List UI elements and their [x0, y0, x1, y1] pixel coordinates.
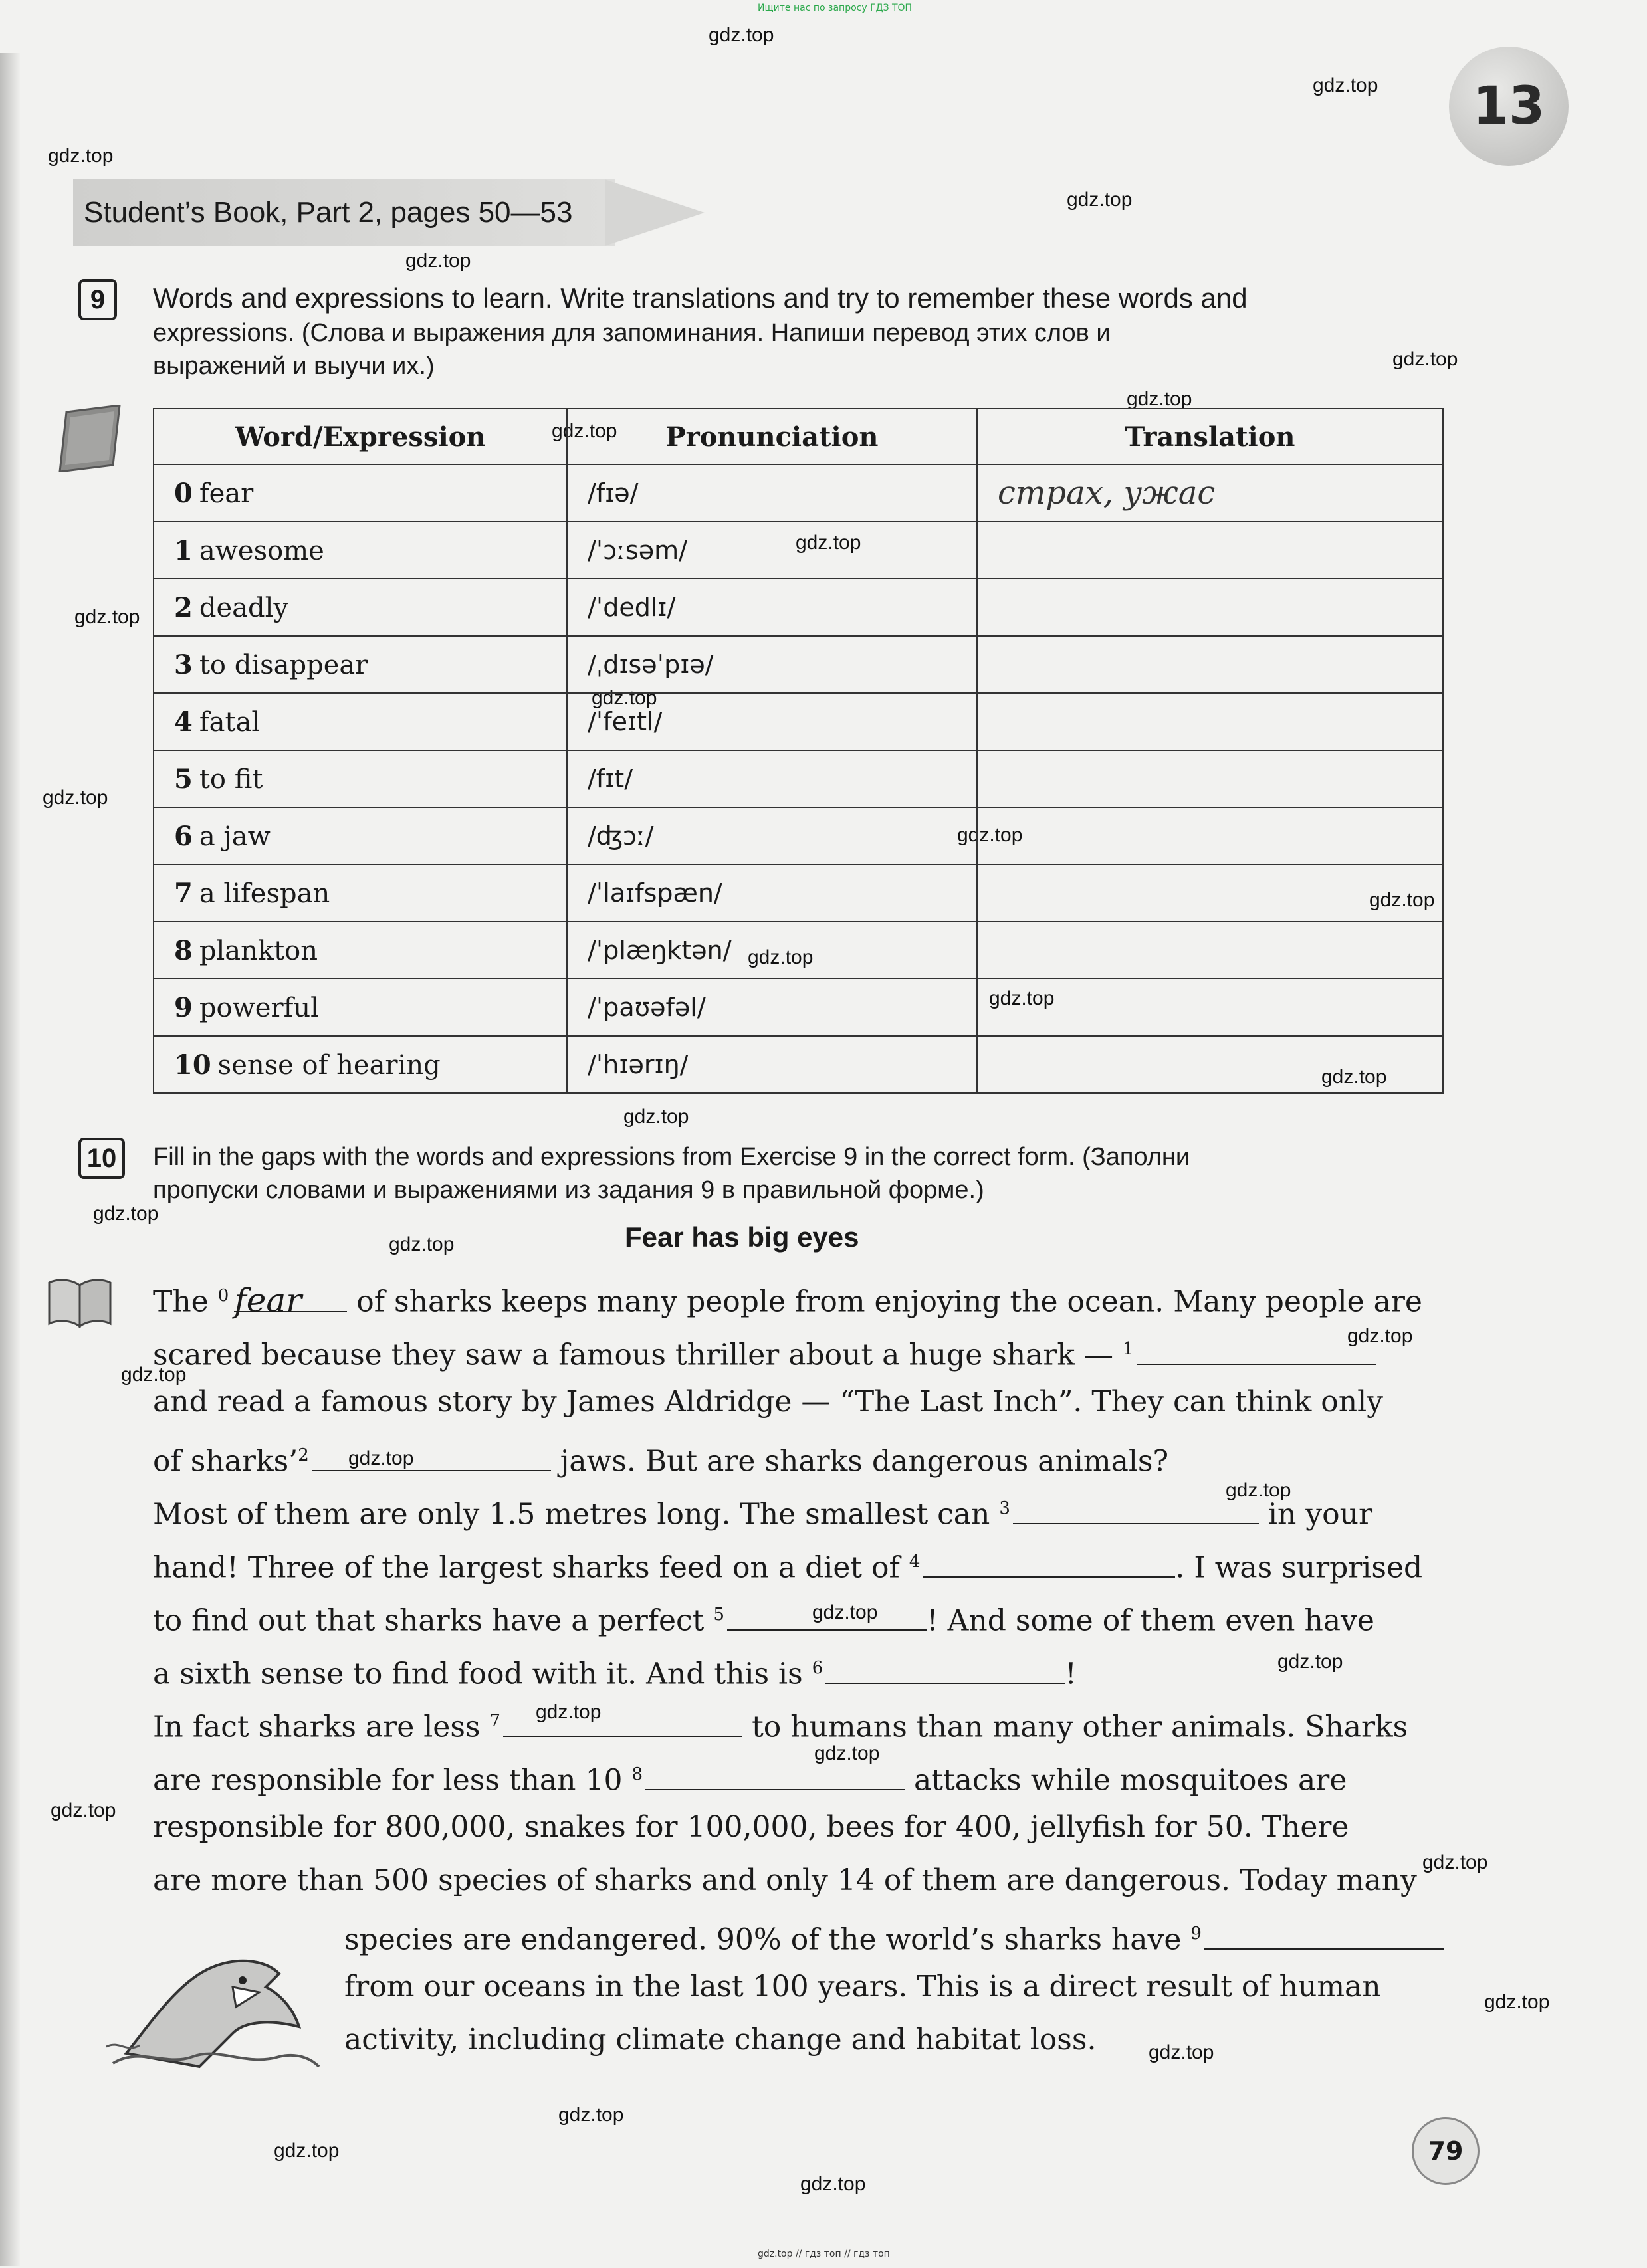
word-text: fear	[199, 478, 254, 509]
story-text: ! And some of them even have	[926, 1603, 1374, 1638]
word-text: to disappear	[199, 649, 368, 680]
row-number: 0	[174, 477, 193, 509]
translation-cell[interactable]	[977, 693, 1443, 750]
story-text: are responsible for less than 10	[153, 1763, 623, 1798]
pronunciation-cell: /ʤɔː/	[567, 807, 977, 865]
banner-arrow	[605, 179, 705, 246]
shark-illustration	[100, 1940, 326, 2073]
story-line	[153, 1546, 1422, 1584]
table-row	[154, 1036, 1443, 1093]
table-row	[154, 464, 1443, 522]
watermark: gdz.top	[536, 1701, 602, 1723]
story-line: and read a famous story by James Aldridge — “The Last Inch”. They can think only	[153, 1385, 1384, 1419]
story-text: scared because they saw a famous thriller about a huge shark —	[153, 1338, 1114, 1372]
word-cell	[154, 922, 567, 979]
pronunciation-cell: /ˈɔːsəm/	[567, 522, 977, 579]
word-text: a lifespan	[199, 878, 330, 909]
story-line: from our oceans in the last 100 years. This is a direct result of human	[344, 1970, 1381, 2004]
watermark: gdz.top	[1226, 1479, 1291, 1501]
story-text: of sharks keeps many people from enjoying the ocean. Many people are	[356, 1285, 1422, 1319]
watermark: gdz.top	[389, 1233, 455, 1255]
watermark: gdz.top	[558, 2104, 624, 2126]
story-text: of sharks’	[153, 1444, 298, 1479]
story-line	[153, 1493, 1372, 1531]
gap-number: 2	[298, 1445, 309, 1465]
vocabulary-header-row	[154, 409, 1443, 464]
table-row	[154, 750, 1443, 807]
table-row	[154, 636, 1443, 693]
bottom-note: gdz.top // гдз топ // гдз топ	[758, 2249, 890, 2259]
row-number: 2	[174, 591, 193, 623]
pronunciation-cell: /fɪə/	[567, 464, 977, 522]
story-text: hand! Three of the largest sharks feed on a diet of	[153, 1550, 900, 1585]
gap-8[interactable]	[645, 1762, 905, 1790]
exercise-9-number: 9	[78, 279, 117, 320]
pronunciation-cell: /fɪt/	[567, 750, 977, 807]
table-row	[154, 979, 1443, 1036]
gap-number: 3	[999, 1498, 1010, 1518]
gap-3[interactable]	[1013, 1496, 1259, 1524]
gap-number: 9	[1190, 1924, 1202, 1944]
table-row	[154, 693, 1443, 750]
word-text: plankton	[199, 935, 318, 966]
watermark: gdz.top	[592, 687, 657, 709]
watermark: gdz.top	[1149, 2041, 1214, 2063]
watermark: gdz.top	[812, 1601, 878, 1623]
watermark: gdz.top	[1127, 388, 1192, 410]
watermark: gdz.top	[623, 1106, 689, 1128]
word-text: fatal	[199, 706, 261, 738]
story-line	[153, 1652, 1077, 1691]
gap-1[interactable]	[1137, 1337, 1376, 1365]
translation-cell[interactable]	[977, 750, 1443, 807]
translation-cell[interactable]	[977, 1036, 1443, 1093]
gap-number: 0	[217, 1286, 229, 1306]
story-text: to find out that sharks have a perfect	[153, 1603, 705, 1638]
story-line: activity, including climate change and habitat loss.	[344, 2023, 1097, 2057]
word-cell	[154, 865, 567, 922]
story-text: !	[1065, 1657, 1077, 1691]
watermark: gdz.top	[121, 1364, 187, 1386]
watermark: gdz.top	[93, 1203, 159, 1225]
pronunciation-cell: /ˌdɪsəˈpɪə/	[567, 636, 977, 693]
watermark: gdz.top	[748, 946, 814, 968]
story-text: in your	[1267, 1497, 1372, 1532]
story-text: species are endangered. 90% of the world’s sharks have	[344, 1922, 1182, 1957]
column-header-word: Word/Expression	[154, 409, 567, 464]
gap-number: 1	[1123, 1339, 1134, 1359]
row-number: 3	[174, 649, 193, 680]
gap-9[interactable]	[1204, 1922, 1444, 1950]
watermark: gdz.top	[1313, 74, 1378, 96]
exercise-9-instruction-line1: Words and expressions to learn. Write translations and try to remember these words and	[153, 282, 1248, 314]
pronunciation-cell: /ˈplæŋktən/	[567, 922, 977, 979]
gap-5[interactable]	[727, 1603, 927, 1631]
watermark: gdz.top	[1347, 1325, 1413, 1347]
translation-cell[interactable]	[977, 979, 1443, 1036]
watermark: gdz.top	[957, 824, 1023, 846]
word-cell	[154, 979, 567, 1036]
exercise-9-instruction-line2: expressions. (Слова и выражения для запоминания. Напиши перевод этих слов и	[153, 319, 1111, 347]
translation-cell[interactable]	[977, 807, 1443, 865]
word-cell	[154, 636, 567, 693]
word-cell	[154, 807, 567, 865]
gap-7[interactable]	[503, 1709, 742, 1737]
pronunciation-cell: /ˈlaɪfspæn/	[567, 865, 977, 922]
gap-number: 8	[631, 1764, 643, 1784]
word-text: powerful	[199, 992, 319, 1023]
story-text: Most of them are only 1.5 metres long. The smallest can	[153, 1497, 990, 1532]
notebook-icon	[53, 405, 126, 472]
exercise-9-instruction-line3: выражений и выучи их.)	[153, 352, 435, 380]
gap-4[interactable]	[923, 1550, 1175, 1578]
table-row	[154, 522, 1443, 579]
students-book-banner: Student’s Book, Part 2, pages 50—53	[73, 179, 615, 246]
watermark: gdz.top	[1484, 1991, 1550, 2013]
exercise-10-instruction-line1: Fill in the gaps with the words and expressions from Exercise 9 in the correct form. (Заполни	[153, 1143, 1190, 1171]
watermark: gdz.top	[1369, 889, 1435, 911]
word-text: a jaw	[199, 821, 271, 852]
story-line: are more than 500 species of sharks and only 14 of them are dangerous. Today many	[153, 1863, 1417, 1897]
watermark: gdz.top	[796, 532, 861, 554]
row-number: 1	[174, 534, 193, 566]
watermark: gdz.top	[800, 2173, 866, 2195]
watermark: gdz.top	[814, 1742, 880, 1764]
watermark: gdz.top	[74, 606, 140, 628]
gap-number: 4	[909, 1552, 921, 1572]
story-text: In fact sharks are less	[153, 1710, 481, 1744]
watermark: gdz.top	[1321, 1066, 1387, 1088]
watermark: gdz.top	[1067, 189, 1133, 211]
word-cell	[154, 750, 567, 807]
story-line	[153, 1758, 1347, 1797]
gap-0-answer[interactable]: fear	[234, 1285, 347, 1312]
column-header-translation: Translation	[977, 409, 1443, 464]
watermark: gdz.top	[1277, 1651, 1343, 1673]
pronunciation-cell: /ˈhɪərɪŋ/	[567, 1036, 977, 1093]
story-line	[153, 1333, 1376, 1372]
page-edge-shadow	[0, 53, 20, 2266]
watermark: gdz.top	[1392, 348, 1458, 370]
translation-cell[interactable]	[977, 636, 1443, 693]
vocabulary-table	[153, 408, 1444, 1094]
translation-cell[interactable]: страх, ужас	[977, 464, 1443, 522]
story-title: Fear has big eyes	[625, 1221, 859, 1253]
word-cell	[154, 693, 567, 750]
watermark: gdz.top	[1422, 1851, 1488, 1873]
pronunciation-cell: /ˈdedlɪ/	[567, 579, 977, 636]
word-text: awesome	[199, 535, 324, 566]
page-number: 79	[1412, 2117, 1480, 2185]
gap-number: 5	[713, 1605, 724, 1625]
watermark: gdz.top	[274, 2140, 340, 2162]
translation-cell[interactable]	[977, 579, 1443, 636]
story-text: . I was surprised	[1175, 1550, 1423, 1585]
story-text: The	[153, 1285, 209, 1319]
row-number: 6	[174, 820, 193, 852]
top-note: Ищите нас по запросу ГДЗ ТОП	[758, 3, 913, 13]
row-number: 10	[174, 1049, 211, 1081]
table-row	[154, 807, 1443, 865]
word-text: to fit	[199, 764, 263, 795]
gap-number: 7	[489, 1711, 501, 1731]
table-row	[154, 579, 1443, 636]
story-text: a sixth sense to find food with it. And this is	[153, 1657, 803, 1691]
word-cell	[154, 464, 567, 522]
row-number: 7	[174, 877, 193, 909]
watermark: gdz.top	[709, 24, 774, 46]
story-text: jaws. But are sharks dangerous animals?	[560, 1444, 1169, 1479]
watermark: gdz.top	[43, 787, 108, 809]
story-text: to humans than many other animals. Sharks	[752, 1710, 1408, 1744]
column-header-pronunciation: Pronunciation	[567, 409, 977, 464]
watermark: gdz.top	[48, 145, 114, 167]
watermark: gdz.top	[989, 987, 1055, 1009]
story-line	[153, 1280, 1422, 1318]
pronunciation-cell: /ˈpaʊəfəl/	[567, 979, 977, 1036]
row-number: 8	[174, 934, 193, 966]
story-line: responsible for 800,000, snakes for 100,000, bees for 400, jellyfish for 50. There	[153, 1810, 1349, 1844]
word-cell	[154, 579, 567, 636]
exercise-10-instruction-line2: пропуски словами и выражениями из задания 9 в правильной форме.)	[153, 1176, 984, 1204]
word-text: deadly	[199, 592, 288, 623]
row-number: 4	[174, 706, 193, 738]
table-row	[154, 865, 1443, 922]
pronunciation-cell: /ˈfeɪtl/	[567, 693, 977, 750]
story-text: attacks while mosquitoes are	[914, 1763, 1347, 1798]
story-line	[153, 1599, 1374, 1637]
gap-2[interactable]	[312, 1443, 551, 1471]
word-text: sense of hearing	[217, 1049, 441, 1081]
word-cell	[154, 522, 567, 579]
story-line	[153, 1705, 1408, 1744]
watermark: gdz.top	[405, 250, 471, 272]
row-number: 9	[174, 991, 193, 1023]
open-book-icon	[47, 1276, 113, 1329]
word-cell	[154, 1036, 567, 1093]
watermark: gdz.top	[51, 1800, 116, 1821]
exercise-10-number: 10	[78, 1138, 125, 1179]
watermark: gdz.top	[348, 1447, 414, 1469]
table-row	[154, 922, 1443, 979]
translation-cell[interactable]	[977, 922, 1443, 979]
translation-cell[interactable]	[977, 865, 1443, 922]
gap-number: 6	[812, 1658, 824, 1678]
gap-6[interactable]	[825, 1656, 1065, 1684]
story-line	[344, 1918, 1444, 1956]
unit-number-badge: 13	[1449, 47, 1569, 166]
watermark: gdz.top	[552, 420, 617, 442]
story-line	[153, 1439, 1168, 1478]
row-number: 5	[174, 763, 193, 795]
translation-cell[interactable]	[977, 522, 1443, 579]
